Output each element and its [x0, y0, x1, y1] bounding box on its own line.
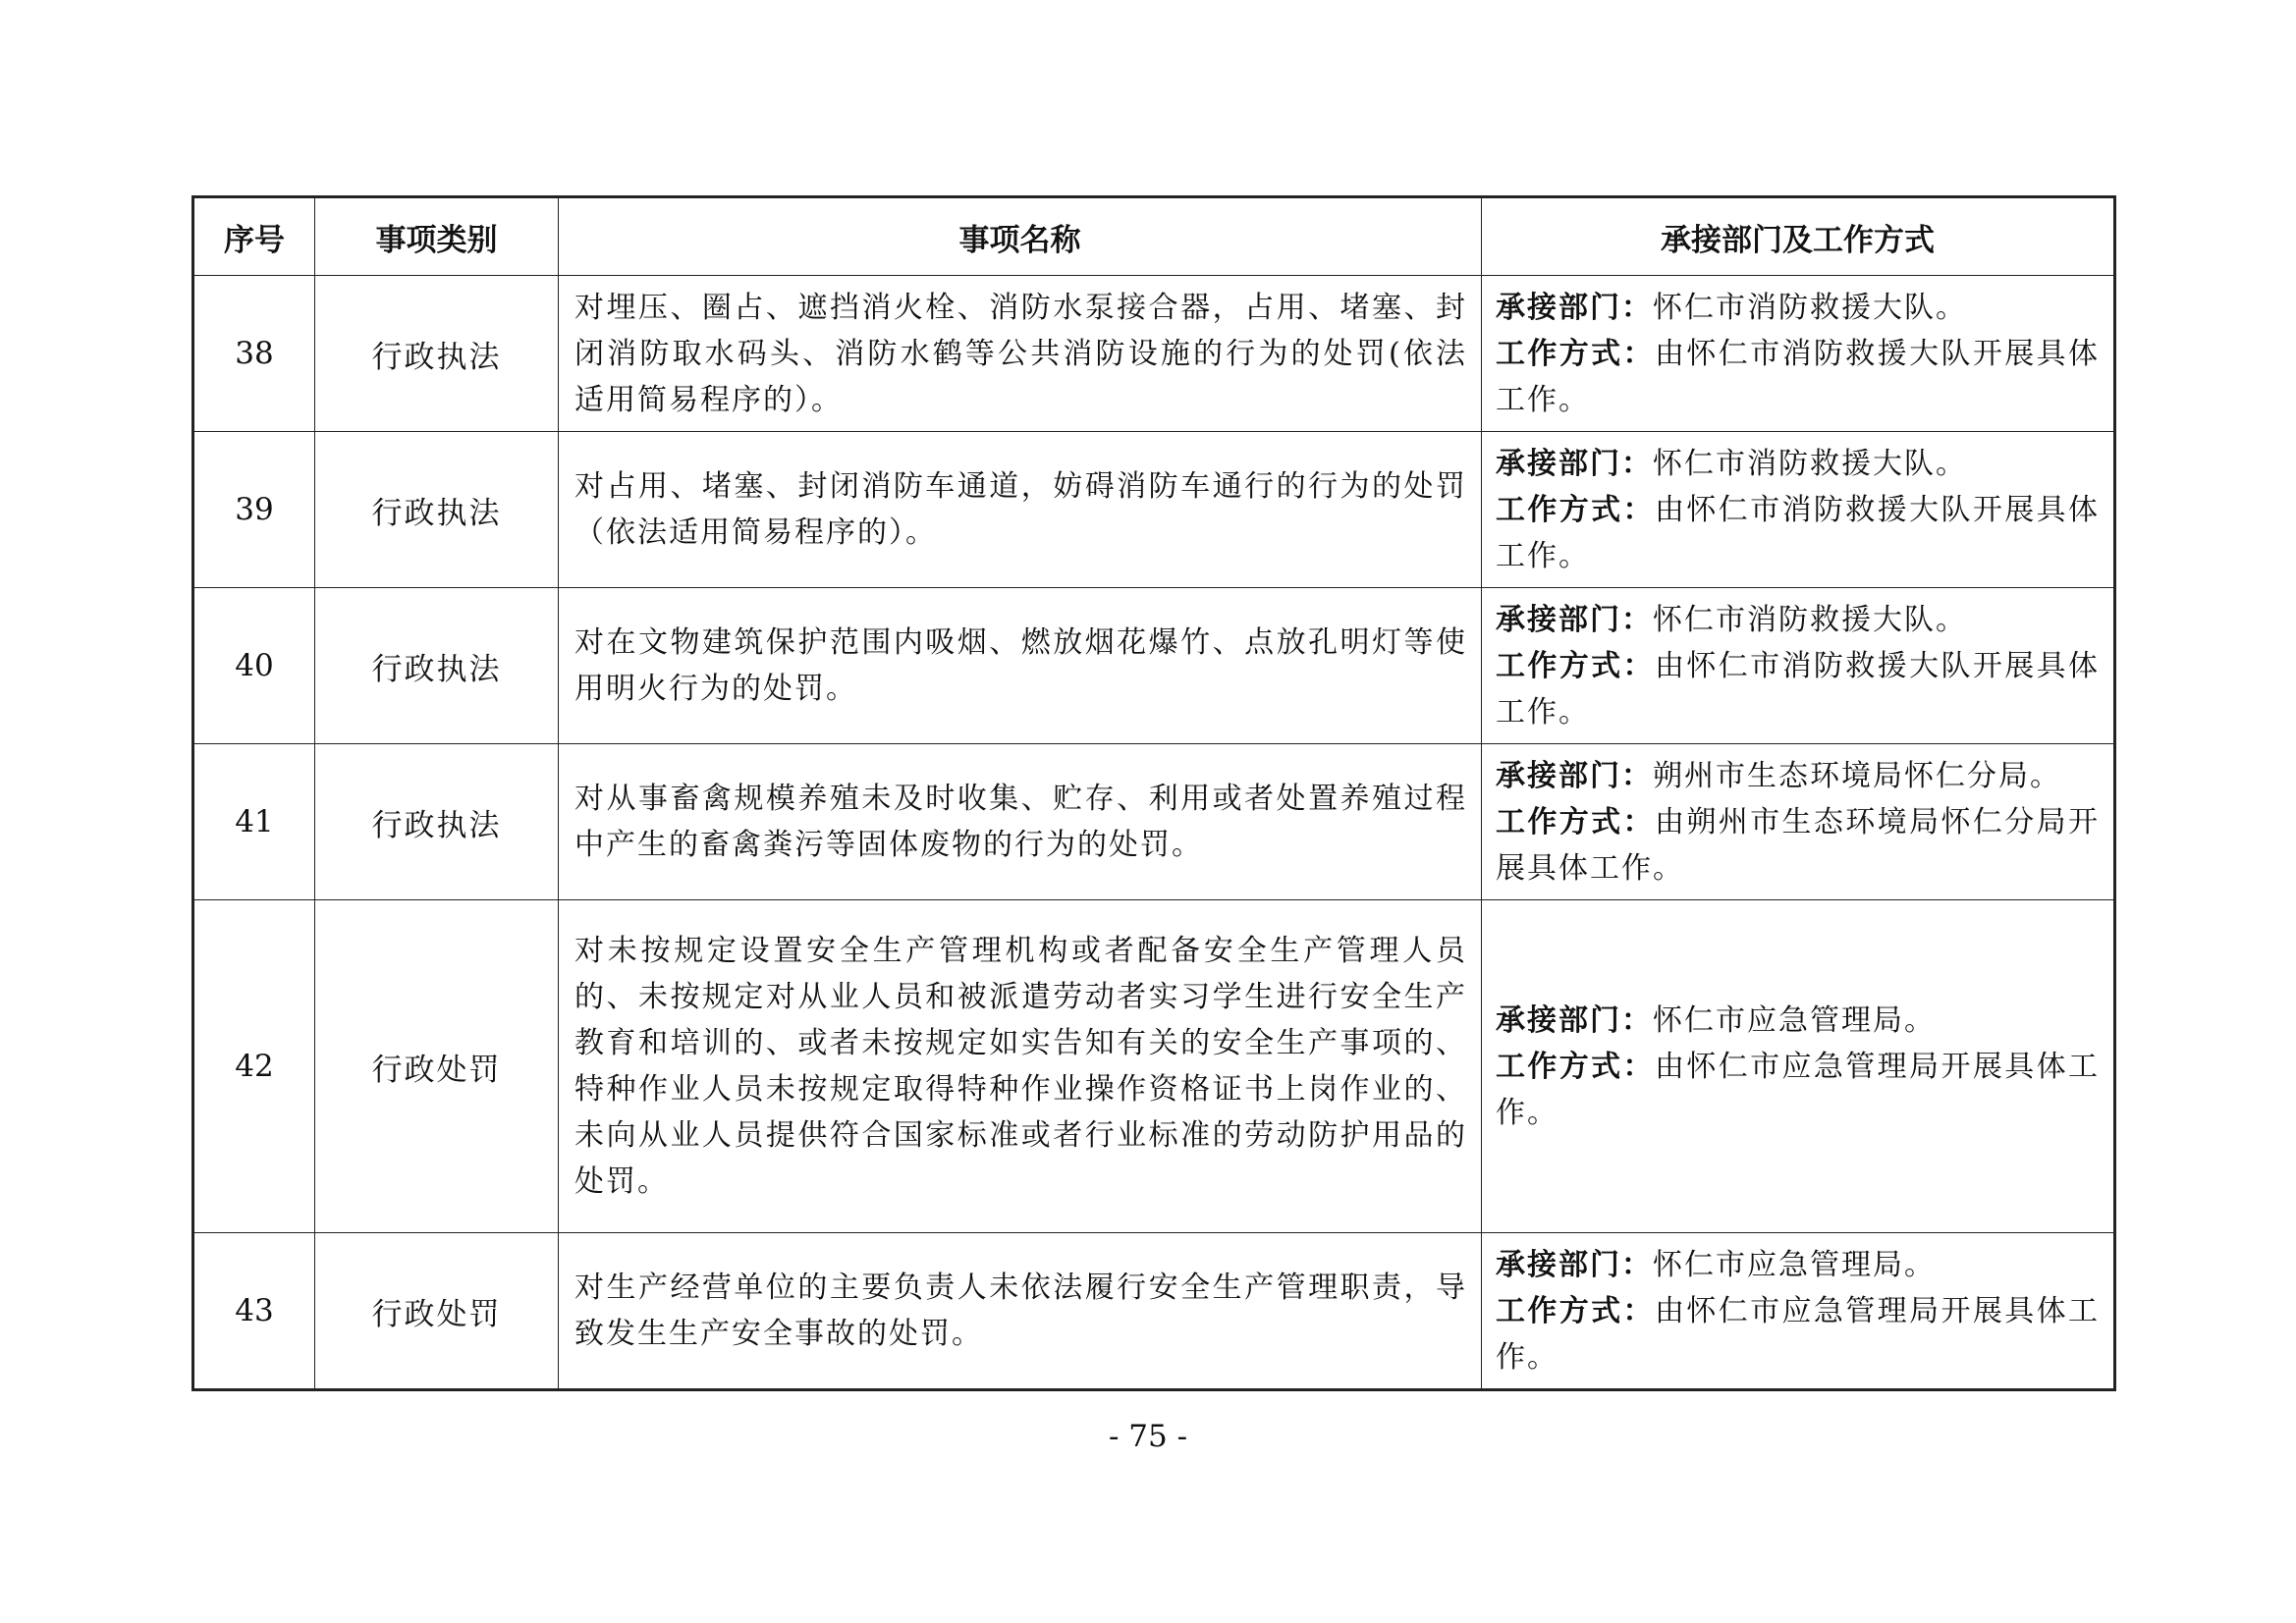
method-value: 由怀仁市应急管理局开展具体工作。 — [1496, 1049, 2101, 1130]
row-name: 对未按规定设置安全生产管理机构或者配备安全生产管理人员的、未按规定对从业人员和被派遣劳动者实习学生进行安全生产教育和培训的、或者未按规定如实告知有关的安全生产事项的、特种作业人员未按规定取得特种作业操作资格证书上岗作业的、未向从业人员提供符合国家标准或者行业标准的劳动防护用品的处罚。 — [559, 900, 1482, 1233]
dept-value: 朔州市生态环境局怀仁分局。 — [1653, 758, 2061, 793]
method-label: 工作方式： — [1496, 336, 1655, 371]
row-dept-cell — [1482, 432, 2115, 588]
header-dept: 承接部门及工作方式 — [1482, 197, 2115, 276]
header-name: 事项名称 — [559, 197, 1482, 276]
row-category: 行政执法 — [315, 588, 559, 744]
row-name: 对在文物建筑保护范围内吸烟、燃放烟花爆竹、点放孔明灯等使用明火行为的处罚。 — [559, 588, 1482, 744]
row-num: 42 — [193, 900, 315, 1233]
row-num: 41 — [193, 744, 315, 900]
table-header-row — [193, 197, 2115, 276]
table-row — [193, 1233, 2115, 1390]
method-value: 由怀仁市应急管理局开展具体工作。 — [1496, 1293, 2101, 1375]
method-value: 由怀仁市消防救援大队开展具体工作。 — [1496, 492, 2101, 573]
table-row — [193, 744, 2115, 900]
dept-label: 承接部门： — [1496, 1002, 1653, 1038]
table-row — [193, 588, 2115, 744]
method-value: 由朔州市生态环境局怀仁分局开展具体工作。 — [1496, 804, 2101, 886]
dept-value: 怀仁市应急管理局。 — [1653, 1002, 1936, 1038]
method-label: 工作方式： — [1496, 804, 1655, 839]
dept-value: 怀仁市消防救援大队。 — [1653, 290, 1967, 325]
row-category: 行政执法 — [315, 432, 559, 588]
method-label: 工作方式： — [1496, 1293, 1655, 1328]
row-name: 对占用、堵塞、封闭消防车通道，妨碍消防车通行的行为的处罚（依法适用简易程序的）。 — [559, 432, 1482, 588]
row-dept-cell — [1482, 276, 2115, 432]
dept-label: 承接部门： — [1496, 1247, 1653, 1282]
row-num: 40 — [193, 588, 315, 744]
row-dept-cell — [1482, 900, 2115, 1233]
dept-value: 怀仁市应急管理局。 — [1653, 1247, 1936, 1282]
method-value: 由怀仁市消防救援大队开展具体工作。 — [1496, 336, 2101, 417]
method-label: 工作方式： — [1496, 492, 1655, 527]
table-row — [193, 432, 2115, 588]
dept-label: 承接部门： — [1496, 758, 1653, 793]
dept-value: 怀仁市消防救援大队。 — [1653, 446, 1967, 481]
header-category: 事项类别 — [315, 197, 559, 276]
row-num: 38 — [193, 276, 315, 432]
matters-table — [191, 195, 2116, 1391]
method-value: 由怀仁市消防救援大队开展具体工作。 — [1496, 648, 2101, 730]
dept-label: 承接部门： — [1496, 602, 1653, 637]
row-name: 对生产经营单位的主要负责人未依法履行安全生产管理职责，导致发生生产安全事故的处罚。 — [559, 1233, 1482, 1390]
dept-label: 承接部门： — [1496, 290, 1653, 325]
row-dept-cell — [1482, 744, 2115, 900]
method-label: 工作方式： — [1496, 1049, 1655, 1084]
row-category: 行政处罚 — [315, 900, 559, 1233]
row-category: 行政执法 — [315, 276, 559, 432]
row-category: 行政执法 — [315, 744, 559, 900]
row-num: 43 — [193, 1233, 315, 1390]
header-num: 序号 — [193, 197, 315, 276]
page-number: - 75 - — [1108, 1419, 1188, 1454]
method-label: 工作方式： — [1496, 648, 1655, 683]
dept-value: 怀仁市消防救援大队。 — [1653, 602, 1967, 637]
dept-label: 承接部门： — [1496, 446, 1653, 481]
row-name: 对从事畜禽规模养殖未及时收集、贮存、利用或者处置养殖过程中产生的畜禽粪污等固体废物的行为的处罚。 — [559, 744, 1482, 900]
row-name: 对埋压、圈占、遮挡消火栓、消防水泵接合器，占用、堵塞、封闭消防取水码头、消防水鹤等公共消防设施的行为的处罚(依法适用简易程序的）。 — [559, 276, 1482, 432]
table-row — [193, 276, 2115, 432]
row-num: 39 — [193, 432, 315, 588]
row-dept-cell — [1482, 588, 2115, 744]
row-dept-cell — [1482, 1233, 2115, 1390]
row-category: 行政处罚 — [315, 1233, 559, 1390]
table-row — [193, 900, 2115, 1233]
